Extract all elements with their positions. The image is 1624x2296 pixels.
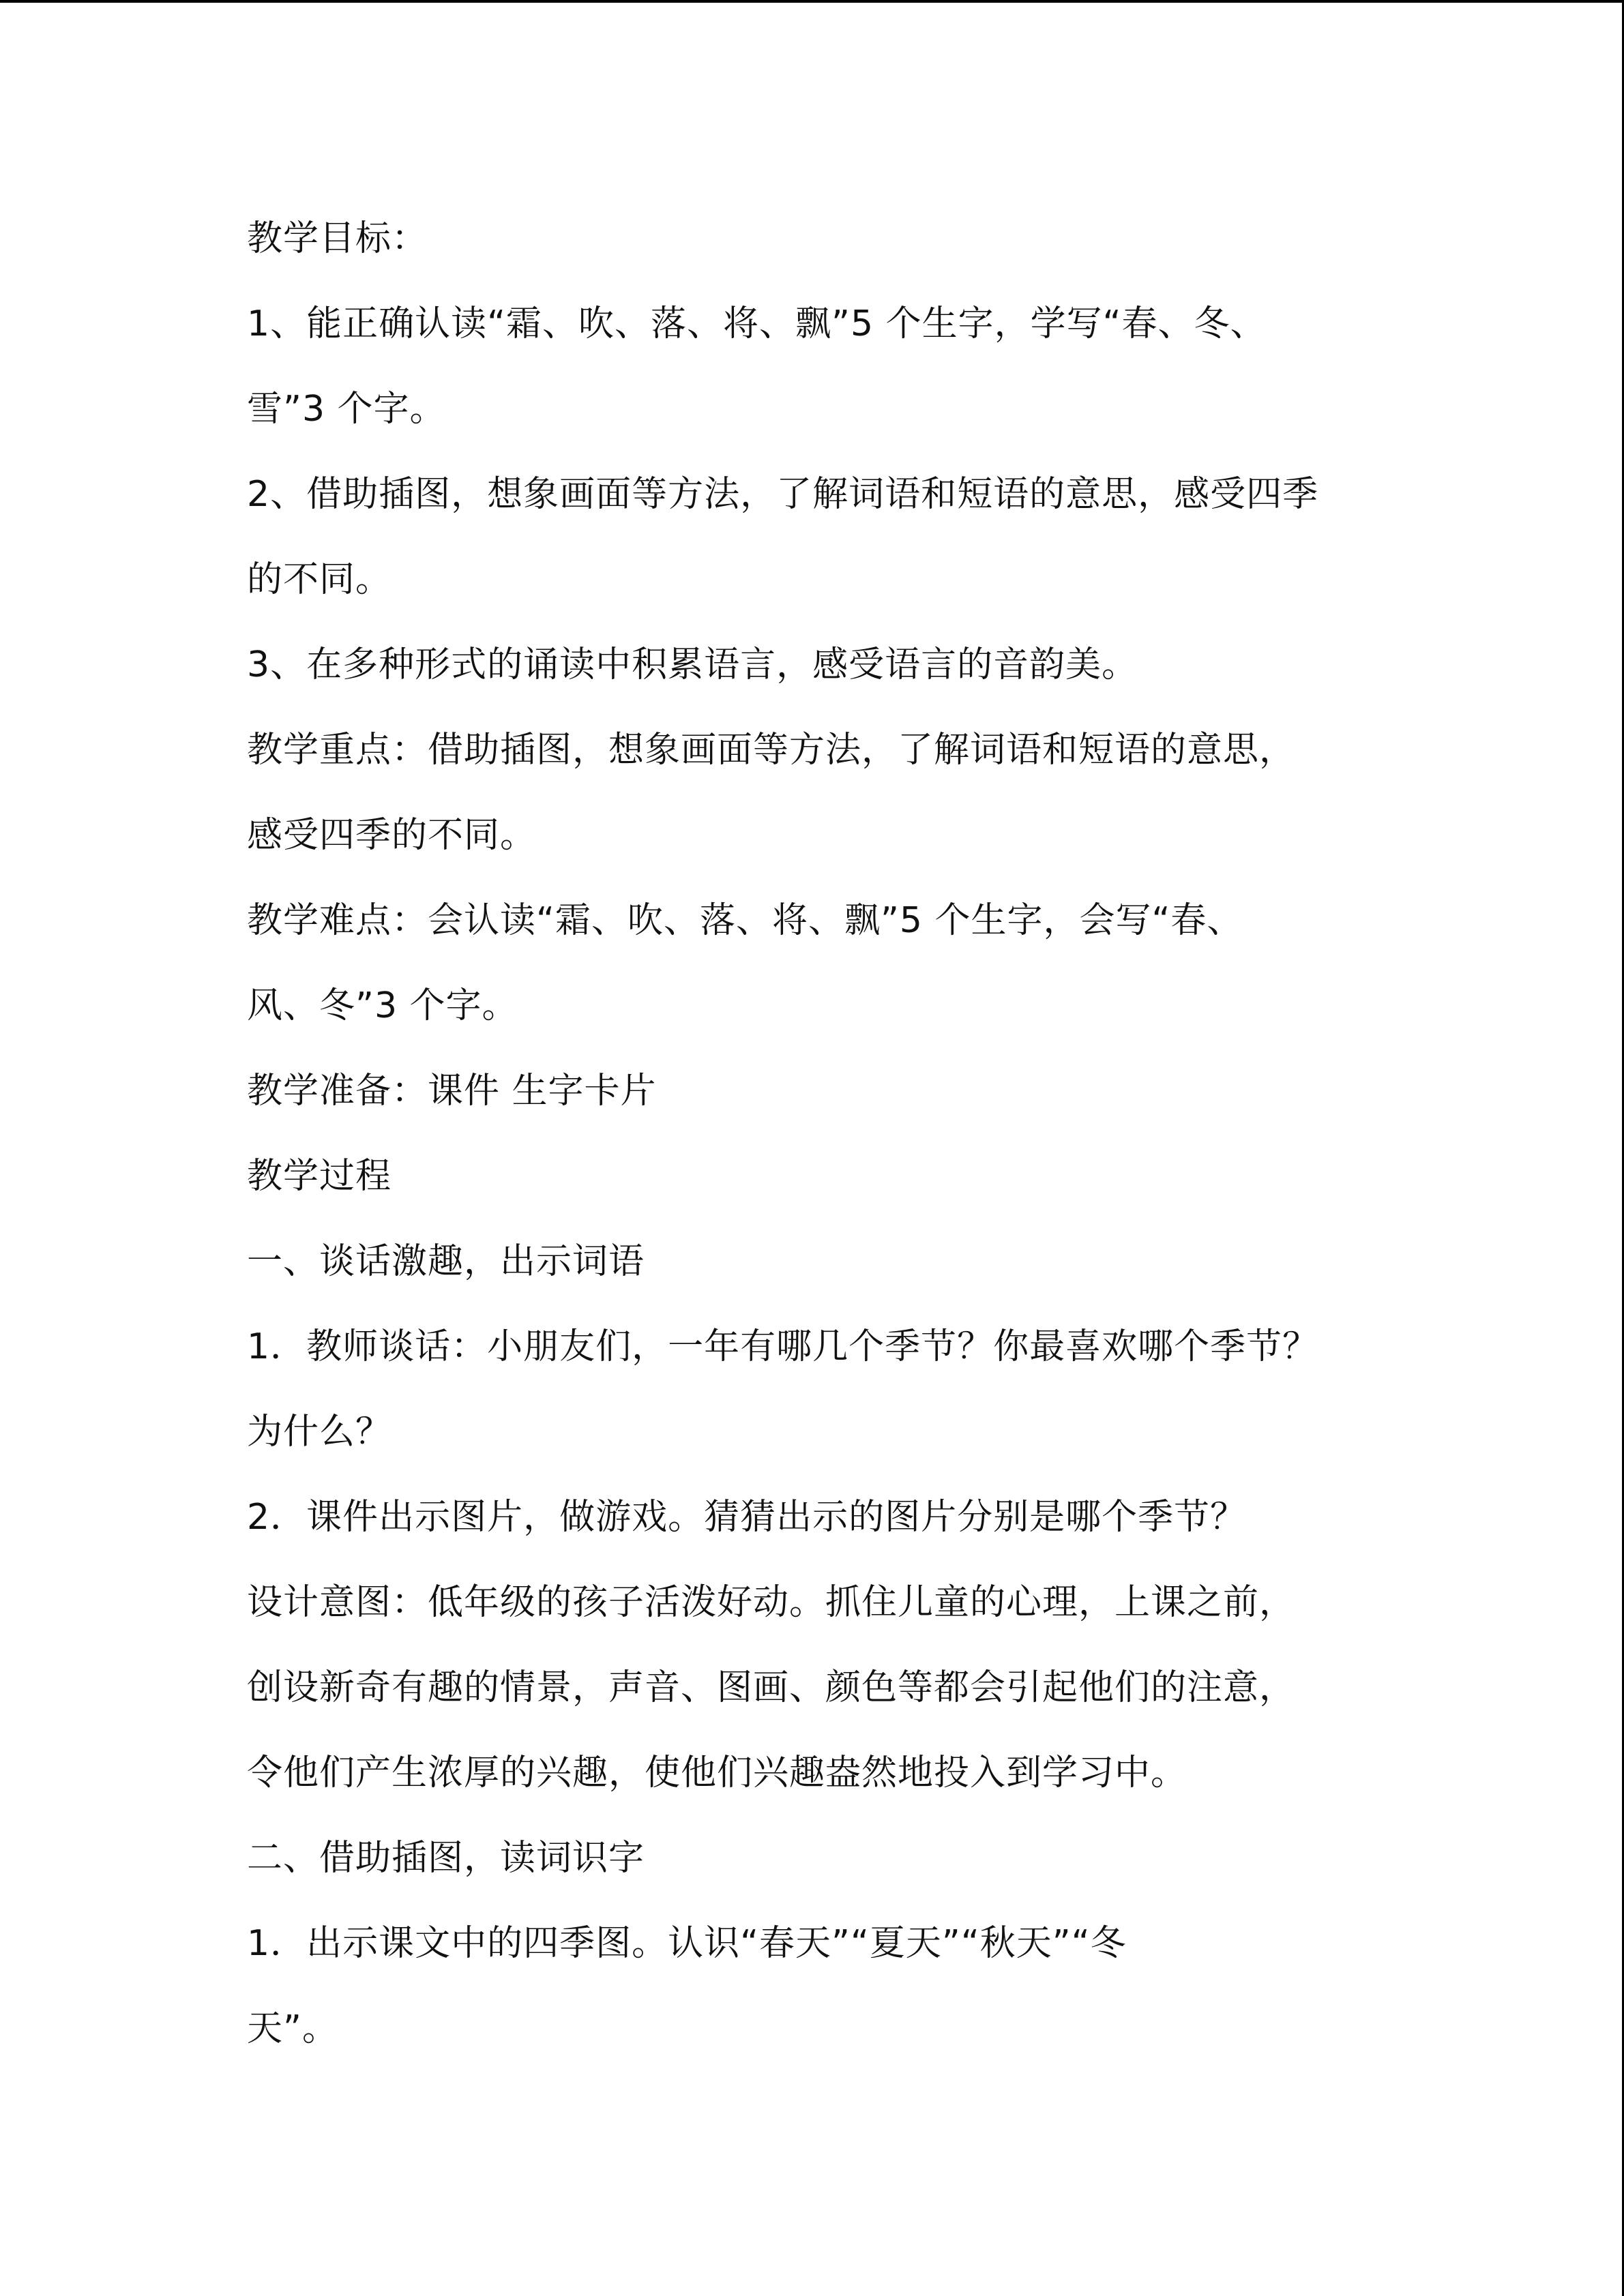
objective-2-line-1: 2、借助插图，想象画面等方法，了解词语和短语的意思，感受四季 bbox=[247, 474, 1319, 515]
step-2-1-line-2: 天”。 bbox=[247, 2008, 338, 2049]
key-points-line-1: 教学重点：借助插图，想象画面等方法，了解词语和短语的意思， bbox=[247, 730, 1296, 771]
key-points-line-2: 感受四季的不同。 bbox=[247, 815, 537, 856]
section-1-heading: 一、谈话激趣，出示词语 bbox=[247, 1241, 645, 1282]
step-1-2: 2．课件出示图片，做游戏。猜猜出示的图片分别是哪个季节？ bbox=[247, 1497, 1247, 1538]
heading-teaching-process: 教学过程 bbox=[247, 1156, 392, 1197]
step-2-1-line-1: 1．出示课文中的四季图。认识“春天”“夏天”“秋天”“冬 bbox=[247, 1923, 1127, 1964]
objective-1-line-1: 1、能正确认读“霜、吹、落、将、飘”5 个生字，学写“春、冬、 bbox=[247, 303, 1267, 344]
objective-1-line-2: 雪”3 个字。 bbox=[247, 389, 446, 430]
teaching-preparation: 教学准备：课件 生字卡片 bbox=[247, 1071, 657, 1112]
objective-2-line-2: 的不同。 bbox=[247, 559, 392, 600]
difficult-points-line-2: 风、冬”3 个字。 bbox=[247, 985, 518, 1026]
document-body bbox=[247, 217, 1393, 2092]
step-1-1-line-2: 为什么？ bbox=[247, 1412, 392, 1452]
design-intent-line-3: 令他们产生浓厚的兴趣，使他们兴趣盎然地投入到学习中。 bbox=[247, 1753, 1187, 1793]
design-intent-line-2: 创设新奇有趣的情景，声音、图画、颜色等都会引起他们的注意， bbox=[247, 1667, 1296, 1708]
design-intent-line-1: 设计意图：低年级的孩子活泼好动。抓住儿童的心理，上课之前， bbox=[247, 1582, 1296, 1623]
page-top-border bbox=[0, 0, 1624, 3]
step-1-1-line-1: 1．教师谈话：小朋友们，一年有哪几个季节？你最喜欢哪个季节？ bbox=[247, 1326, 1319, 1367]
section-2-heading: 二、借助插图，读词识字 bbox=[247, 1838, 645, 1879]
difficult-points-line-1: 教学难点：会认读“霜、吹、落、将、飘”5 个生字，会写“春、 bbox=[247, 900, 1243, 941]
heading-teaching-objectives: 教学目标： bbox=[247, 218, 428, 259]
objective-3: 3、在多种形式的诵读中积累语言，感受语言的音韵美。 bbox=[247, 644, 1138, 685]
